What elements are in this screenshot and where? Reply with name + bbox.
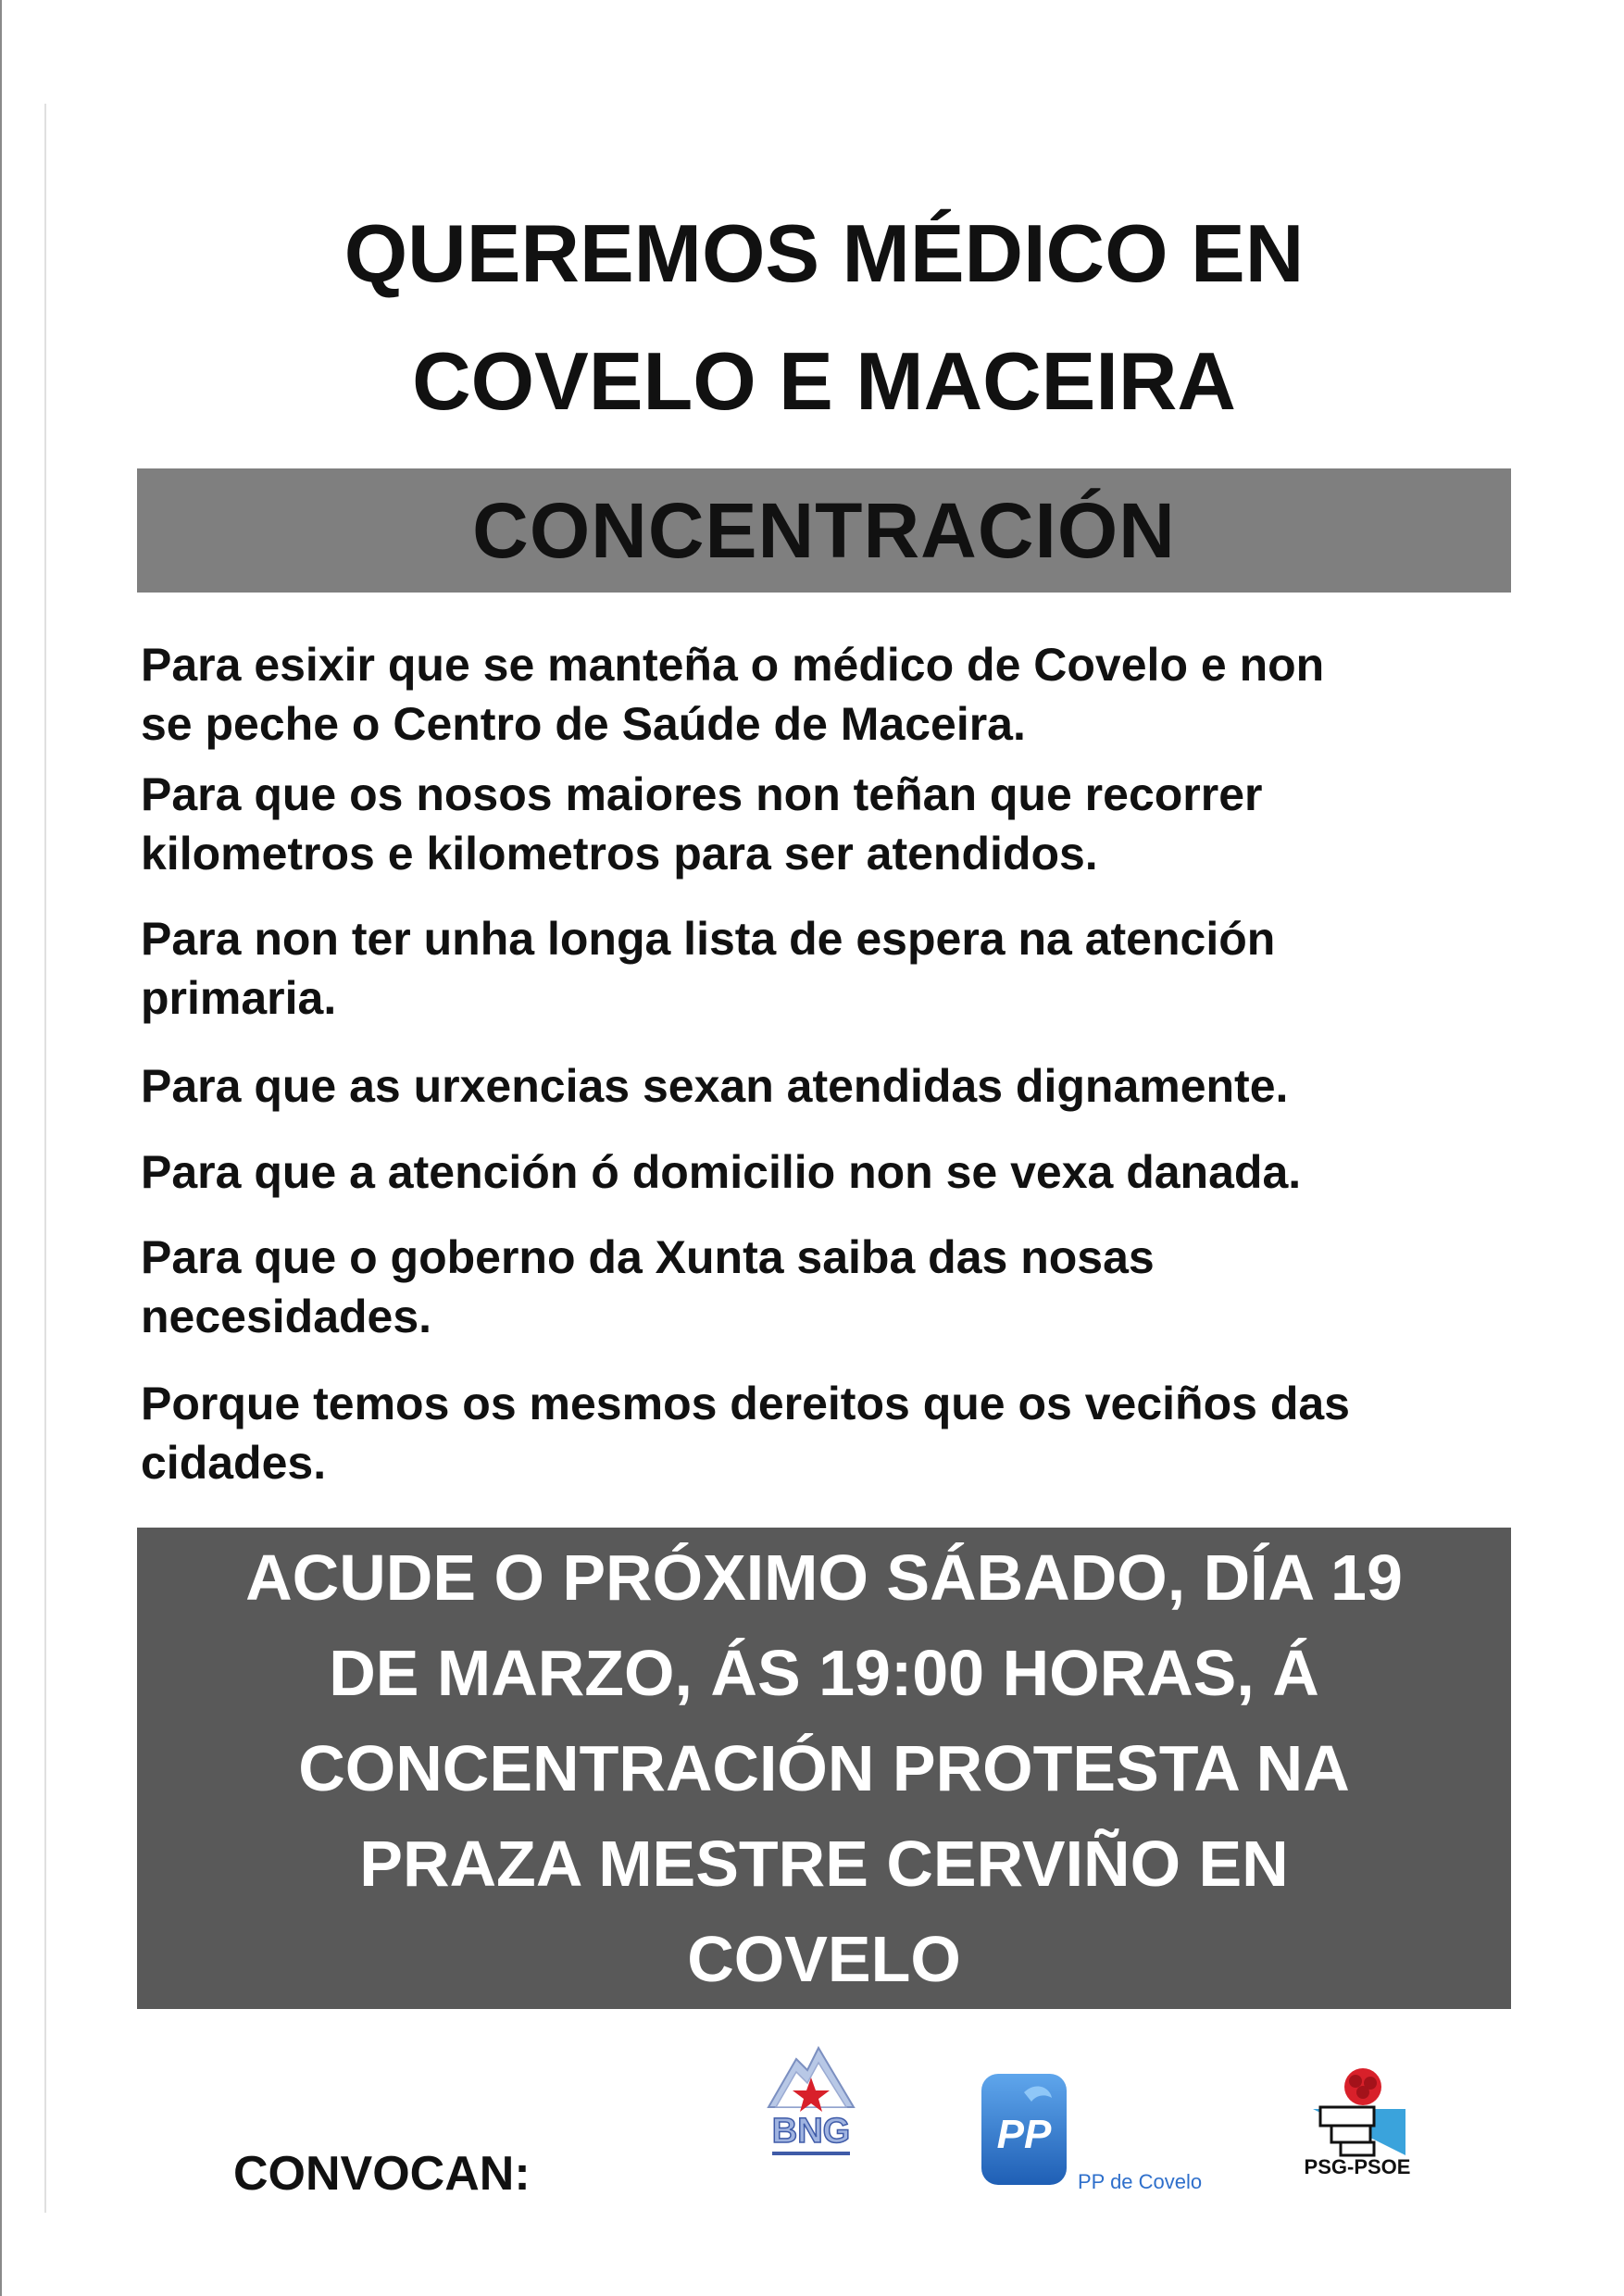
- reason-line: Para que o goberno da Xunta saiba das nosas: [141, 1231, 1155, 1283]
- title-line: QUEREMOS MÉDICO EN: [344, 207, 1305, 299]
- pp-logo-text: PP: [996, 2112, 1052, 2157]
- reason-paragraph: [141, 765, 1520, 883]
- pp-caption: PP de Covelo: [1078, 2170, 1203, 2193]
- page-title: [137, 190, 1511, 445]
- concentracion-banner: [137, 468, 1511, 593]
- reason-paragraph: [141, 1374, 1520, 1492]
- reason-paragraph: [141, 1056, 1520, 1116]
- reason-line: Para non ter unha longa lista de espera na atención: [141, 913, 1276, 965]
- margin-rule: [44, 104, 46, 2213]
- reason-line: primaria.: [141, 972, 337, 1024]
- reason-paragraph: [141, 635, 1520, 754]
- event-callout: [137, 1528, 1511, 2009]
- reason-line: kilometros e kilometros para ser atendidos.: [141, 828, 1098, 880]
- bng-logo-text: BNG: [771, 2112, 851, 2151]
- callout-line: ACUDE O PRÓXIMO SÁBADO, DÍA 19: [245, 1541, 1403, 1614]
- convocan-label: CONVOCAN:: [233, 2147, 531, 2201]
- reason-line: necesidades.: [141, 1291, 432, 1342]
- bng-logo: [759, 2042, 863, 2176]
- reason-line: Para que os nosos maiores non teñan que recorrer: [141, 768, 1263, 820]
- reason-paragraph: [141, 1142, 1520, 1202]
- callout-line: COVELO: [687, 1922, 961, 1995]
- reason-line: Para esixir que se manteña o médico de Covelo e non: [141, 639, 1325, 691]
- callout-line: PRAZA MESTRE CERVIÑO EN: [359, 1827, 1289, 1900]
- page-edge: [0, 0, 2, 2296]
- reason-line: se peche o Centro de Saúde de Maceira.: [141, 698, 1026, 750]
- psg-caption: PSG-PSOE: [1304, 2155, 1411, 2178]
- reason-paragraph: [141, 1228, 1520, 1346]
- callout-text: [157, 1530, 1491, 2007]
- reason-line: Para que as urxencias sexan atendidas dignamente.: [141, 1060, 1289, 1112]
- title-line: COVELO E MACEIRA: [412, 335, 1236, 427]
- reason-line: Para que a atención ó domicilio non se vexa danada.: [141, 1146, 1302, 1198]
- reason-paragraph: [141, 909, 1520, 1028]
- reason-line: Porque temos os mesmos dereitos que os veciños das: [141, 1378, 1350, 1429]
- reason-line: cidades.: [141, 1437, 327, 1489]
- callout-line: CONCENTRACIÓN PROTESTA NA: [298, 1731, 1350, 1804]
- callout-line: DE MARZO, ÁS 19:00 HORAS, Á: [329, 1636, 1319, 1709]
- banner-label: CONCENTRACIÓN: [472, 486, 1176, 574]
